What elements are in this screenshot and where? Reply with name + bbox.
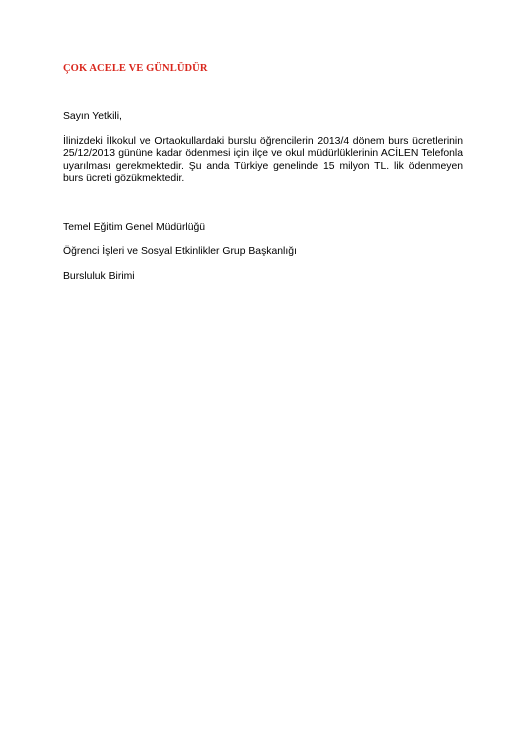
signature-line-directorate: Temel Eğitim Genel Müdürlüğü — [63, 222, 206, 233]
greeting: Sayın Yetkili, — [63, 111, 122, 122]
body-paragraph: İlinizdeki İlkokul ve Ortaokullardaki burslu öğrencilerin 2013/4 dönem burs ücretlerinin 25/12/2013 gününe kadar ödenmesi için ilçe ve okul müdürlüklerinin ACİLEN Telefonla uyarılması gerekmektedir. Şu anda Türkiye genelinde 15 milyon TL. lik ödenmeyen burs ücreti gözükmektedir. — [63, 136, 463, 184]
signature-line-department: Öğrenci İşleri ve Sosyal Etkinlikler Grup Başkanlığı — [63, 246, 297, 257]
document-title: ÇOK ACELE VE GÜNLÜDÜR — [63, 63, 208, 74]
signature-line-unit: Bursluluk Birimi — [63, 271, 135, 282]
